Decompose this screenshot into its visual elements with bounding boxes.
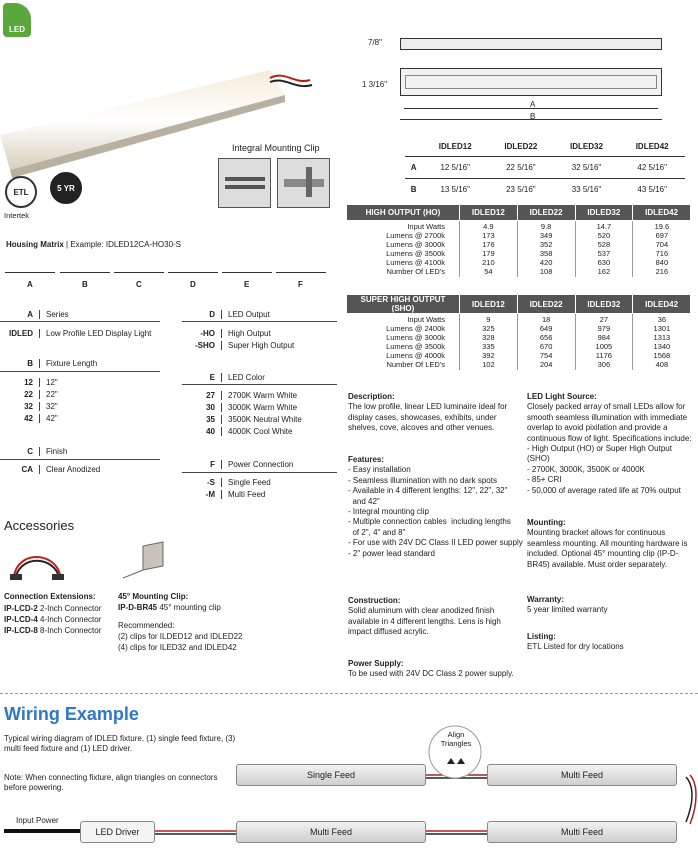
spec-header: IDLED12 <box>460 295 518 314</box>
light-source-title: LED Light Source: <box>527 392 597 401</box>
dim-row-label: B <box>410 184 417 194</box>
spec-value: 102 <box>482 360 495 369</box>
dim-cell: 13 5/16" <box>440 184 470 194</box>
spec-value: 630 <box>597 258 611 267</box>
description-section <box>348 392 518 434</box>
length-group-head: B Fixture Length <box>0 359 97 368</box>
light-source-section <box>527 392 695 496</box>
spec-value: 27 <box>599 315 609 324</box>
spec-value: 306 <box>597 360 611 369</box>
matrix-col-f: F <box>298 280 303 289</box>
spec-label: Number Of LED's <box>386 267 445 276</box>
listing-section <box>527 632 695 653</box>
led-logo: LED <box>3 3 31 37</box>
spec-col <box>460 221 518 278</box>
drawing-width-label: 1 3/16" <box>362 80 388 89</box>
spec-header: IDLED22 <box>517 295 575 314</box>
side-profile <box>400 38 662 50</box>
matrix-item: CA Clear Anodized <box>0 465 100 474</box>
spec-header: IDLED42 <box>633 205 691 221</box>
description-text: The low profile, linear LED luminaire ideal for display cases, showcases, exhibits, under shelves, cove, alcoves and other venues. <box>348 402 508 433</box>
spec-value: 54 <box>484 267 493 276</box>
clip-recommended: Recommended: <box>118 621 175 630</box>
wiring-desc: Typical wiring diagram of IDLED fixture. (1) single feed fixture, (3) multi feed fixture and (1) LED driver. <box>4 734 236 754</box>
matrix-item: 32 32" <box>0 402 58 411</box>
connector-image <box>8 546 68 586</box>
mounting-text: Mounting bracket allows for continuous seamless mounting. All mounting hardware is included. Optional 45° mounting clip (IP-D-BR45) available. Must order separately. <box>527 528 688 569</box>
high-output-table <box>346 204 691 277</box>
spec-value: 979 <box>597 324 611 333</box>
feature-item: - For use with 24V DC Class II LED power supply <box>348 538 523 548</box>
spec-header: IDLED32 <box>575 205 633 221</box>
matrix-blank <box>5 272 55 273</box>
feature-item: - Seamless illumination with no dark spots <box>348 475 497 485</box>
spec-value: 1176 <box>595 351 612 360</box>
matrix-col-b: B <box>82 280 88 289</box>
dimensions-table <box>405 138 685 200</box>
light-source-item: - 50,000 of average rated life at 70% output <box>527 485 681 495</box>
spec-header: HIGH OUTPUT (HO) <box>347 205 460 221</box>
matrix-item: -SHO Super High Output <box>182 341 294 350</box>
etl-mark: ETL <box>5 176 37 208</box>
wiring-note: Note: When connecting fixture, align triangles on connectors before powering. <box>4 773 218 793</box>
spec-label: Input Watts <box>407 315 445 324</box>
warranty-text: 5 year limited warranty <box>527 605 608 615</box>
spec-label: Lumens @ 4000k <box>386 351 445 360</box>
input-power-label: Input Power <box>16 816 59 825</box>
spec-value: 697 <box>655 231 669 240</box>
feature-item: - Available in 4 different lengths: 12", 22", 32" <box>348 486 508 496</box>
spec-col <box>517 221 575 278</box>
light-source-item: - 2700K, 3000K, 3500K or 4000K <box>527 464 645 474</box>
spec-value: 716 <box>655 249 669 258</box>
spec-value: 18 <box>541 315 551 324</box>
multi-feed-fixture-2: Multi Feed <box>236 821 426 843</box>
matrix-item: -HO High Output <box>182 329 271 338</box>
single-feed-fixture: Single Feed <box>236 764 426 786</box>
spec-label: Lumens @ 2400k <box>386 324 445 333</box>
matrix-blank <box>168 272 218 273</box>
matrix-blank <box>222 272 272 273</box>
spec-value: 328 <box>482 333 495 342</box>
intertek-label: Intertek <box>4 211 30 220</box>
feature-item: - Easy installation <box>348 465 411 475</box>
clip-rec-1: (2) clips for ILDED12 and IDLED22 <box>118 632 243 641</box>
light-source-item: - High Output (HO) or Super High Output (SHO) <box>527 443 672 464</box>
warranty-section <box>527 595 695 616</box>
spec-value: 704 <box>655 240 669 249</box>
multi-feed-fixture-3: Multi Feed <box>487 821 677 843</box>
matrix-item: 35 3500K Neutral White <box>182 415 302 424</box>
spec-label: Lumens @ 3000k <box>386 333 445 342</box>
spec-value: 670 <box>539 342 553 351</box>
spec-col <box>575 221 633 278</box>
features-section <box>348 455 523 559</box>
spec-value: 358 <box>539 249 553 258</box>
spec-label: Number Of LED's <box>386 360 445 369</box>
matrix-blank <box>60 272 110 273</box>
accessories-title: Accessories <box>4 518 75 533</box>
mounting-section <box>527 518 695 570</box>
dim-row-label: A <box>410 162 417 172</box>
spec-value: 537 <box>597 249 611 258</box>
description-title: Description: <box>348 392 395 401</box>
spec-value: 656 <box>539 333 553 342</box>
spec-value: 162 <box>597 267 611 276</box>
matrix-item: 27 2700K Warm White <box>182 391 297 400</box>
spec-value: 9 <box>486 315 491 324</box>
warranty-badge: 5 YR <box>50 172 82 204</box>
wiring-divider <box>0 693 698 694</box>
matrix-col-e: E <box>244 280 250 289</box>
matrix-item: 12 12" <box>0 378 58 387</box>
matrix-item: -M Multi Feed <box>182 490 265 499</box>
feature-item: - Integral mounting clip <box>348 506 429 516</box>
finish-group-head: C Finish <box>0 447 67 456</box>
spec-value: 1301 <box>653 324 671 333</box>
spec-labels <box>347 314 460 371</box>
mounting-clip-image-2 <box>277 158 330 208</box>
dim-b-label: B <box>530 112 536 121</box>
power-supply-section <box>348 659 520 680</box>
matrix-item: 30 3000K Warm White <box>182 403 297 412</box>
dim-cell: 43 5/16" <box>637 184 667 194</box>
features-title: Features: <box>348 455 385 464</box>
dim-header: IDLED12 <box>438 142 472 152</box>
mounting-clip-45-image <box>118 540 168 582</box>
dim-cell: 12 5/16" <box>440 162 470 172</box>
spec-value: 1005 <box>595 342 613 351</box>
spec-value: 420 <box>539 258 553 267</box>
spec-value: 520 <box>597 231 611 240</box>
matrix-item: -S Single Feed <box>182 478 271 487</box>
spec-label: Lumens @ 3500k <box>386 342 445 351</box>
spec-value: 216 <box>655 267 669 276</box>
spec-value: 392 <box>482 351 495 360</box>
dim-header: IDLED22 <box>504 142 538 152</box>
spec-header: IDLED12 <box>460 205 518 221</box>
spec-value: 9.8 <box>540 222 552 231</box>
listing-text: ETL Listed for dry locations <box>527 642 624 652</box>
spec-col <box>517 314 575 371</box>
drawing-height-label: 7/8" <box>368 38 382 47</box>
multi-feed-fixture-1: Multi Feed <box>487 764 677 786</box>
mounting-clip-title: Integral Mounting Clip <box>232 143 320 153</box>
spec-col <box>633 221 691 278</box>
clip-line: 45° Mounting Clip: <box>118 592 189 601</box>
matrix-col-a: A <box>27 280 33 289</box>
clip-line: IP-D-BR45 45° mounting clip <box>118 603 221 612</box>
matrix-col-c: C <box>136 280 142 289</box>
spec-header: IDLED42 <box>633 295 691 314</box>
matrix-blank <box>114 272 164 273</box>
spec-col <box>633 314 691 371</box>
spec-labels <box>347 221 460 278</box>
light-source-item: - 85+ CRI <box>527 475 562 485</box>
light-source-text: Closely packed array of small LEDs allow for smooth seamless illumination with immediate overlap to avoid pixilation and provide a continuous flow of light. Specifications include: <box>527 402 692 443</box>
spec-value: 210 <box>482 258 495 267</box>
spec-label: Lumens @ 2700k <box>386 231 445 240</box>
spec-value: 325 <box>482 324 495 333</box>
spec-value: 1313 <box>653 333 671 342</box>
dim-cell: 32 5/16" <box>571 162 602 172</box>
spec-value: 335 <box>482 342 495 351</box>
dim-header <box>405 138 422 156</box>
ext-item: IP-LCD-2 2-Inch Connector <box>4 604 102 613</box>
feature-item: of 2", 4" and 8" <box>348 527 406 537</box>
spec-header: IDLED22 <box>517 205 575 221</box>
dim-header: IDLED32 <box>570 142 603 152</box>
feature-item: - Multiple connection cables including lengths <box>348 517 511 527</box>
dim-cell: 22 5/16" <box>506 162 536 172</box>
matrix-col-d: D <box>190 280 196 289</box>
spec-label: Lumens @ 3500k <box>386 249 445 258</box>
dim-cell: 33 5/16" <box>571 184 602 194</box>
clip-rec-2: (4) clips for ILED32 and IDLED42 <box>118 643 237 652</box>
housing-matrix-title: Housing Matrix | Example: IDLED12CA-HO30-S <box>6 240 182 249</box>
dim-a-label: A <box>530 100 536 109</box>
series-group-head: A Series <box>0 310 69 319</box>
dim-header: IDLED42 <box>635 142 669 152</box>
wiring-title: Wiring Example <box>4 704 139 724</box>
spec-value: 36 <box>657 315 667 324</box>
spec-value: 204 <box>539 360 553 369</box>
spec-value: 840 <box>655 258 669 267</box>
mounting-clip-image-1 <box>218 158 271 208</box>
construction-text: Solid aluminum with clear anodized finish available in 4 different lengths. Lens is high impact diffused acrylic. <box>348 606 501 637</box>
spec-value: 14.7 <box>596 222 612 231</box>
construction-section <box>348 596 520 638</box>
led-driver: LED Driver <box>80 821 155 843</box>
matrix-blank <box>276 272 326 273</box>
dim-cell: 23 5/16" <box>506 184 536 194</box>
spec-col <box>575 314 633 371</box>
dim-cell: 42 5/16" <box>637 162 667 172</box>
ext-item: IP-LCD-8 8-Inch Connector <box>4 626 102 635</box>
output-group-head: D LED Output <box>182 310 270 319</box>
spec-header: IDLED32 <box>575 295 633 314</box>
super-high-output-table <box>346 294 691 370</box>
spec-value: 173 <box>482 231 495 240</box>
feature-item: and 42" <box>348 496 380 506</box>
ext-item: IP-LCD-4 4-Inch Connector <box>4 615 102 624</box>
matrix-item: 22 22" <box>0 390 58 399</box>
matrix-item: IDLED Low Profile LED Display Light <box>0 329 151 338</box>
ext-title: Connection Extensions: <box>4 592 96 601</box>
features-list <box>348 465 523 559</box>
power-supply-text: To be used with 24V DC Class 2 power supply. <box>348 669 514 679</box>
spec-label: Lumens @ 3000k <box>386 240 445 249</box>
spec-value: 408 <box>655 360 669 369</box>
listing-title: Listing: <box>527 632 556 641</box>
spec-value: 176 <box>482 240 495 249</box>
spec-col <box>460 314 518 371</box>
power-group-head: F Power Connection <box>182 460 293 469</box>
mounting-title: Mounting: <box>527 518 566 527</box>
spec-header: SUPER HIGH OUTPUT (SHO) <box>347 295 460 314</box>
spec-value: 179 <box>482 249 495 258</box>
spec-label: Input Watts <box>407 222 445 231</box>
spec-value: 754 <box>539 351 553 360</box>
spec-value: 4.9 <box>483 222 494 231</box>
spec-value: 349 <box>539 231 553 240</box>
construction-title: Construction: <box>348 596 401 605</box>
warranty-title: Warranty: <box>527 595 565 604</box>
matrix-item: 40 4000K Cool White <box>182 427 292 436</box>
top-profile <box>400 68 662 96</box>
spec-value: 1568 <box>653 351 671 360</box>
spec-value: 19.6 <box>654 222 670 231</box>
light-source-list <box>527 444 695 496</box>
matrix-item: 42 42" <box>0 414 58 423</box>
power-supply-title: Power Supply: <box>348 659 404 668</box>
align-triangles-label: Align Triangles <box>440 730 472 749</box>
spec-value: 528 <box>597 240 611 249</box>
spec-label: Lumens @ 4100k <box>386 258 445 267</box>
color-group-head: E LED Color <box>182 373 265 382</box>
spec-value: 108 <box>539 267 553 276</box>
spec-value: 1340 <box>653 342 671 351</box>
spec-value: 649 <box>539 324 553 333</box>
spec-value: 984 <box>597 333 611 342</box>
spec-value: 352 <box>539 240 553 249</box>
feature-item: - 2" power lead standard <box>348 548 435 558</box>
